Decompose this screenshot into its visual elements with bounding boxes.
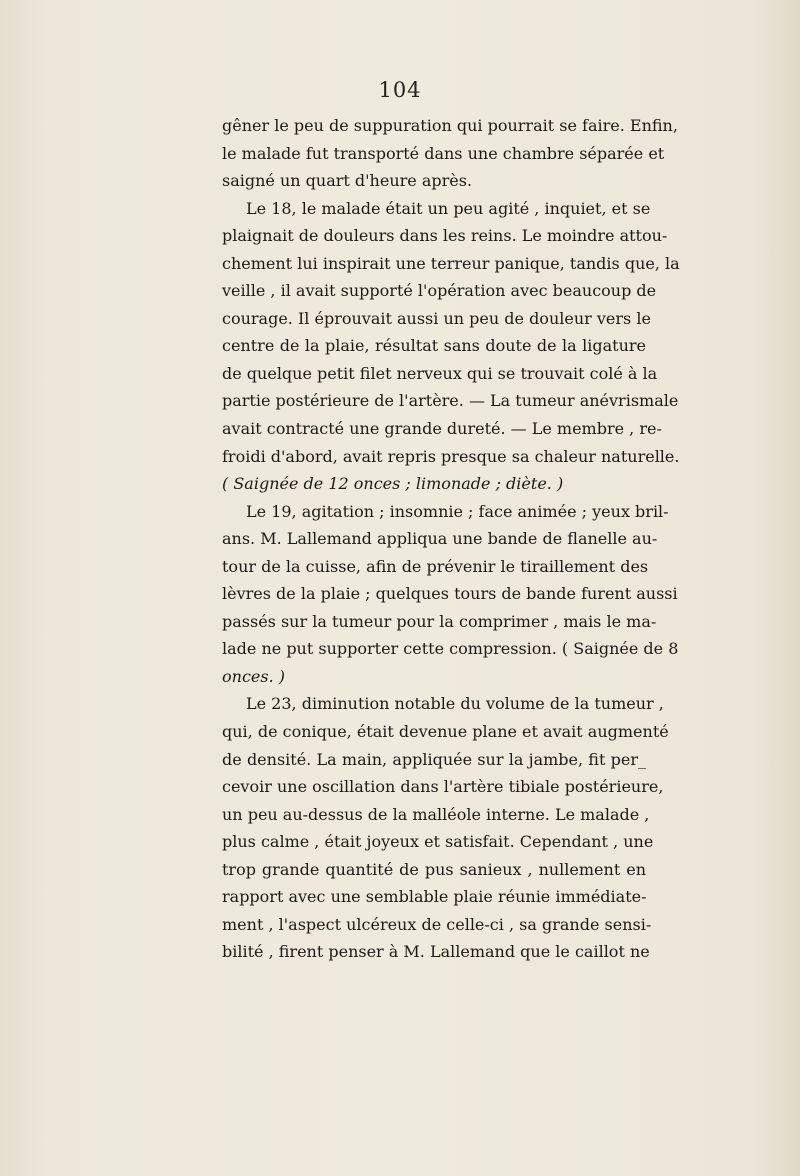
text-line: partie postérieure de l'artère. — La tumeur anévrismale (222, 391, 679, 411)
text-line: plaignait de douleurs dans les reins. Le moindre attou- (222, 226, 668, 246)
text-line: veille , il avait supporté l'opération avec beaucoup de (222, 281, 657, 301)
text-line: lèvres de la plaie ; quelques tours de bande furent aussi (222, 584, 678, 604)
text-line: qui, de conique, était devenue plane et avait augmenté (222, 722, 669, 742)
text-line: bilité , firent penser à M. Lallemand que le caillot ne (222, 942, 650, 962)
text-line: Le 23, diminution notable du volume de la tumeur , (246, 694, 664, 714)
text-line: rapport avec une semblable plaie réunie immédiate- (222, 887, 647, 907)
text-line: froidi d'abord, avait repris presque sa chaleur naturelle. (222, 446, 680, 466)
text-line: ans. M. Lallemand appliqua une bande de flanelle au- (222, 529, 658, 549)
text-line: de quelque petit filet nerveux qui se trouvait colé à la (222, 363, 658, 383)
text-line: ment , l'aspect ulcéreux de celle-ci , sa grande sensi- (222, 914, 652, 934)
text-line: tour de la cuisse, afin de prévenir le tiraillement des (222, 556, 649, 576)
text-line: trop grande quantité de pus sanieux , nullement en (222, 859, 646, 879)
text-line: avait contracté une grande dureté. — Le membre , re- (222, 419, 662, 439)
text-line: cevoir une oscillation dans l'artère tibiale postérieure, (222, 777, 664, 797)
text-line: Le 19, agitation ; insomnie ; face animée ; yeux bril- (246, 501, 669, 521)
text-line: le malade fut transporté dans une chambre séparée et (222, 143, 665, 163)
prescription-line: ( Saignée de 12 onces ; limonade ; diète. ) (222, 474, 564, 494)
text-line: un peu au-dessus de la malléole interne. Le malade , (222, 804, 650, 824)
text-line: centre de la plaie, résultat sans doute de la ligature (222, 336, 646, 356)
prescription-line: onces. ) (222, 666, 285, 686)
text-line: gêner le peu de suppuration qui pourrait se faire. Enfin, (222, 116, 678, 135)
text-line: saigné un quart d'heure après. (222, 171, 473, 191)
text-line: plus calme , était joyeux et satisfait. Cependant , une (222, 832, 654, 852)
text-line: de densité. La main, appliquée sur la jambe, fit per_ (222, 749, 646, 769)
text-line: passés sur la tumeur pour la comprimer , mais le ma- (222, 611, 657, 631)
text-line: chement lui inspirait une terreur panique, tandis que, la (222, 253, 680, 273)
page-number: 104 (378, 78, 422, 102)
text-line: lade ne put supporter cette compression. ( Saignée de 8 (222, 639, 679, 659)
body-text (222, 112, 680, 966)
text-line: courage. Il éprouvait aussi un peu de douleur vers le (222, 308, 651, 328)
text-line: Le 18, le malade était un peu agité , inquiet, et se (246, 198, 651, 218)
